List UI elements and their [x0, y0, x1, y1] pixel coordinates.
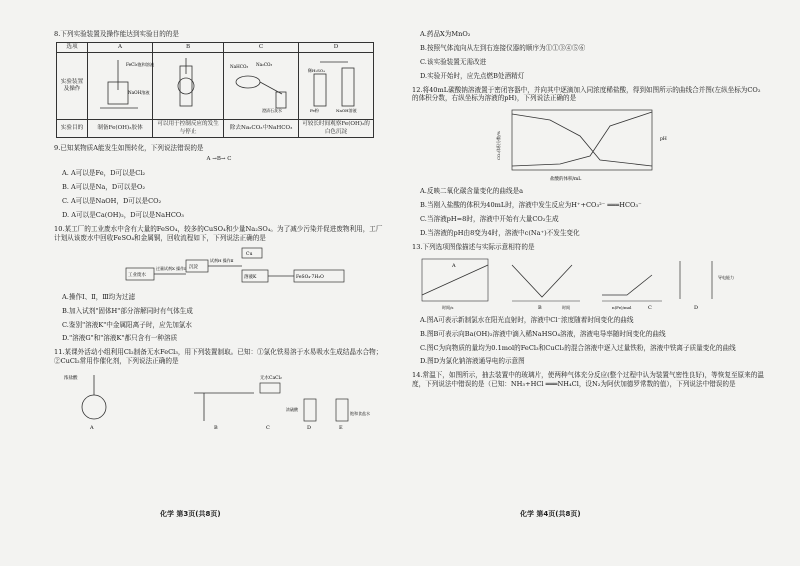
flow-product: FeSO₄·7H₂O — [296, 274, 324, 280]
flow-wastewater: 工业废水 — [128, 272, 146, 278]
label-cacl2: 无水CaCl₂ — [260, 376, 282, 382]
question-11-stem: 11.某课外活动小组利用Cl₂制备无水FeCl₃，用下列装置制取。已知：①氯化铁易溶于水易吸水生成结晶水合物；②CuCl₂常用作催化剂，下列说法正确的是 — [54, 348, 383, 366]
col-d: D — [299, 42, 374, 53]
label-hcl: 浓盐酸 — [64, 376, 78, 382]
question-11-apparatus — [54, 369, 384, 431]
purpose-b: 可以用于控制反应的发生与停止 — [153, 119, 224, 137]
row-label-purpose: 实验目的 — [57, 119, 88, 137]
label-d: D — [307, 425, 312, 432]
q9-option-c[interactable]: C. A可以是NaOH，D可以是CO₂ — [62, 197, 162, 206]
row-label-apparatus: 实验装置及操作 — [57, 53, 88, 120]
apparatus-a — [88, 53, 153, 120]
q12-option-c[interactable]: C.当溶液pH=8时，溶液中开始有大量CO₂生成 — [420, 215, 559, 224]
col-b: B — [153, 42, 224, 53]
purpose-d: 可较长时间观察Fe(OH)₂的白色沉淀 — [299, 119, 374, 137]
question-13-graphs — [412, 255, 752, 313]
flow-step2: 试剂H 操作Ⅱ — [210, 257, 234, 263]
flow-step1: 过量试剂X 操作Ⅰ — [156, 265, 186, 271]
q13-option-c[interactable]: C.图C为向物质的量均为0.1mol的FeCl₃和CuCl₂的混合溶液中逐入过量铁粉，溶液中铁离子质量变化的曲线 — [420, 343, 736, 352]
q9-option-a[interactable]: A. A可以是Fe，D可以是Cl₂ — [62, 169, 146, 178]
x-label-volume: 盐酸的体积/mL — [550, 177, 582, 183]
graph-label-b: B — [538, 304, 542, 311]
x-label-fe: n(Fe)/mol — [612, 304, 632, 310]
graph-label-c: C — [648, 304, 652, 311]
q10-option-a[interactable]: A.操作Ⅰ、Ⅱ，Ⅲ均为过滤 — [62, 292, 136, 301]
apparatus-c — [224, 53, 299, 120]
q9-option-d[interactable]: D. A可以是Ca(OH)₂，D可以是NaHCO₃ — [62, 211, 184, 220]
purpose-c: 除去Na₂CO₃中NaHCO₃ — [224, 119, 299, 137]
question-8-stem: 8.下列实验装置及操作能达到实验目的的是 — [54, 30, 179, 38]
apparatus-b-drawing — [158, 54, 218, 114]
label-saltwater: 饱和食盐水 — [350, 411, 370, 417]
q12-option-a[interactable]: A.反映二氧化碳含量变化的曲线是a — [420, 187, 524, 196]
question-12-stem: 12.将40mL碳酸钠溶液置于密闭容器中，并向其中逐滴加入同浓度稀盐酸，得到如图所示的曲线合并图(左纵坐标为CO₂的体积分数，右纵坐标为溶液的pH)，下列说法正确的是 — [412, 85, 761, 103]
q13-option-a[interactable]: A.图A可表示新制氯水在阳光直射时，溶液中Cl⁻浓度随着时间变化的曲线 — [420, 315, 634, 324]
col-a: A — [88, 42, 153, 53]
label-conductivity: 导电能力 — [718, 274, 734, 280]
x-label-time-a: 时间/s — [442, 304, 454, 310]
apparatus-c-drawing — [226, 54, 296, 114]
label-na2co3: Na₂CO₃ — [256, 62, 273, 68]
footer-page-4: 化学 第4页(共8页) — [520, 510, 581, 518]
q11-option-b[interactable]: B.按照气体流向从左到右连接仪器的顺序为①①③④⑤⑥ — [420, 43, 586, 52]
right-page — [412, 30, 764, 392]
apparatus-b — [153, 53, 224, 120]
q10-option-b[interactable]: B.加入试剂"固体H"部分溶解同时有气体生成 — [62, 306, 193, 315]
apparatus-d-drawing — [306, 54, 366, 114]
label-limewater: 澄清石灰水 — [262, 108, 283, 114]
graph-label-d: D — [694, 304, 699, 311]
flow-cu: Cu — [246, 251, 253, 257]
graph-label-a: A — [452, 262, 456, 269]
q11-option-c[interactable]: C.该实验装置无需改进 — [420, 57, 487, 66]
q13-option-d[interactable]: D.图D为氯化钠溶液通导电的示意图 — [420, 357, 525, 366]
q11-option-d[interactable]: D.实验开始时，应先点燃B处酒精灯 — [420, 71, 525, 80]
question-10-stem: 10.某工厂的工业废水中含有大量的FeSO₄，较多的CuSO₄和少量Na₂SO₄。为了减少污染并促进废物利用，工厂计划从该废水中回收FeSO₄和金属铜，回收流程如下，下列说法正确的是 — [54, 224, 383, 242]
label-h2so4: 稀H₂SO₄ — [308, 68, 325, 74]
question-12-graph — [490, 106, 690, 184]
col-c: C — [224, 42, 299, 53]
label-naoh-d: NaOH溶液 — [336, 108, 357, 114]
left-page — [54, 30, 384, 434]
q13-option-b[interactable]: B.图B可表示向Ba(OH)₂溶液中滴入稀NaHSO₄溶液，溶液电导率随时间变化的曲线 — [420, 329, 666, 338]
flow-solution-k: 溶液K — [244, 274, 257, 280]
q11-option-a[interactable]: A.药品X为MnO₂ — [420, 30, 471, 38]
label-naoh: NaOH溶液 — [128, 90, 150, 96]
x-label-time-b: 时间 — [562, 304, 570, 310]
flow-precipitate: 沉淀 — [189, 264, 198, 270]
table-header-option: 选项 — [57, 42, 88, 53]
apparatus-a-drawing — [90, 54, 155, 114]
q12-option-b[interactable]: B.当刚入盐酸的体积为40mL时，溶液中发生反应为H⁺+CO₃²⁻ ═══HCO₃⁻ — [420, 201, 642, 210]
y-label-ph: pH — [660, 137, 667, 143]
q10-option-c[interactable]: C.鉴别"溶液K"中金属阳离子时，应先加氯水 — [62, 320, 192, 329]
label-nahco3: NaHCO₃ — [230, 64, 249, 70]
y-label-co2: CO₂体积分数/% — [496, 131, 501, 161]
q9-option-b[interactable]: B. A可以是Na，D可以是O₂ — [62, 183, 145, 192]
label-h2so4-conc: 浓硫酸 — [286, 407, 298, 413]
footer-page-3: 化学 第3页(共8页) — [160, 510, 221, 518]
question-14-stem: 14.常温下，如图所示，抽去装置中的玻璃片，使两种气体充分反应(整个过程中认为装置气密性良好)，等恢复至原来的温度，下列说法中错误的是（已知：NH₃+HCl ═══NH₄Cl，设N₂为阿伏加德罗常数的值），下列说法中错误的是 — [412, 371, 764, 389]
label-fecl3: FeCl₃饱和溶液 — [126, 62, 155, 68]
question-9-stem: 9.已知某物质A能发生如图转化，下列说法错误的是 — [54, 144, 204, 153]
q12-option-d[interactable]: D.当溶液的pH由8变为4时，溶液中c(Na⁺)不发生变化 — [420, 229, 580, 238]
label-a: A — [90, 425, 94, 432]
label-b: B — [214, 425, 218, 432]
question-10-flowchart — [124, 246, 354, 290]
question-13-stem: 13.下列选项图像描述与实际示意相符的是 — [412, 242, 535, 251]
label-e: E — [339, 425, 343, 432]
label-fe: Fe粉 — [310, 108, 319, 114]
apparatus-d — [299, 53, 374, 120]
question-8-table — [56, 42, 374, 138]
purpose-a: 制备Fe(OH)₃胶体 — [88, 119, 153, 137]
q10-option-d[interactable]: D."溶液G"和"溶液K"都只含有一种溶质 — [62, 334, 178, 343]
label-c: C — [266, 425, 270, 432]
question-9-scheme: A →B→ C — [206, 155, 232, 162]
